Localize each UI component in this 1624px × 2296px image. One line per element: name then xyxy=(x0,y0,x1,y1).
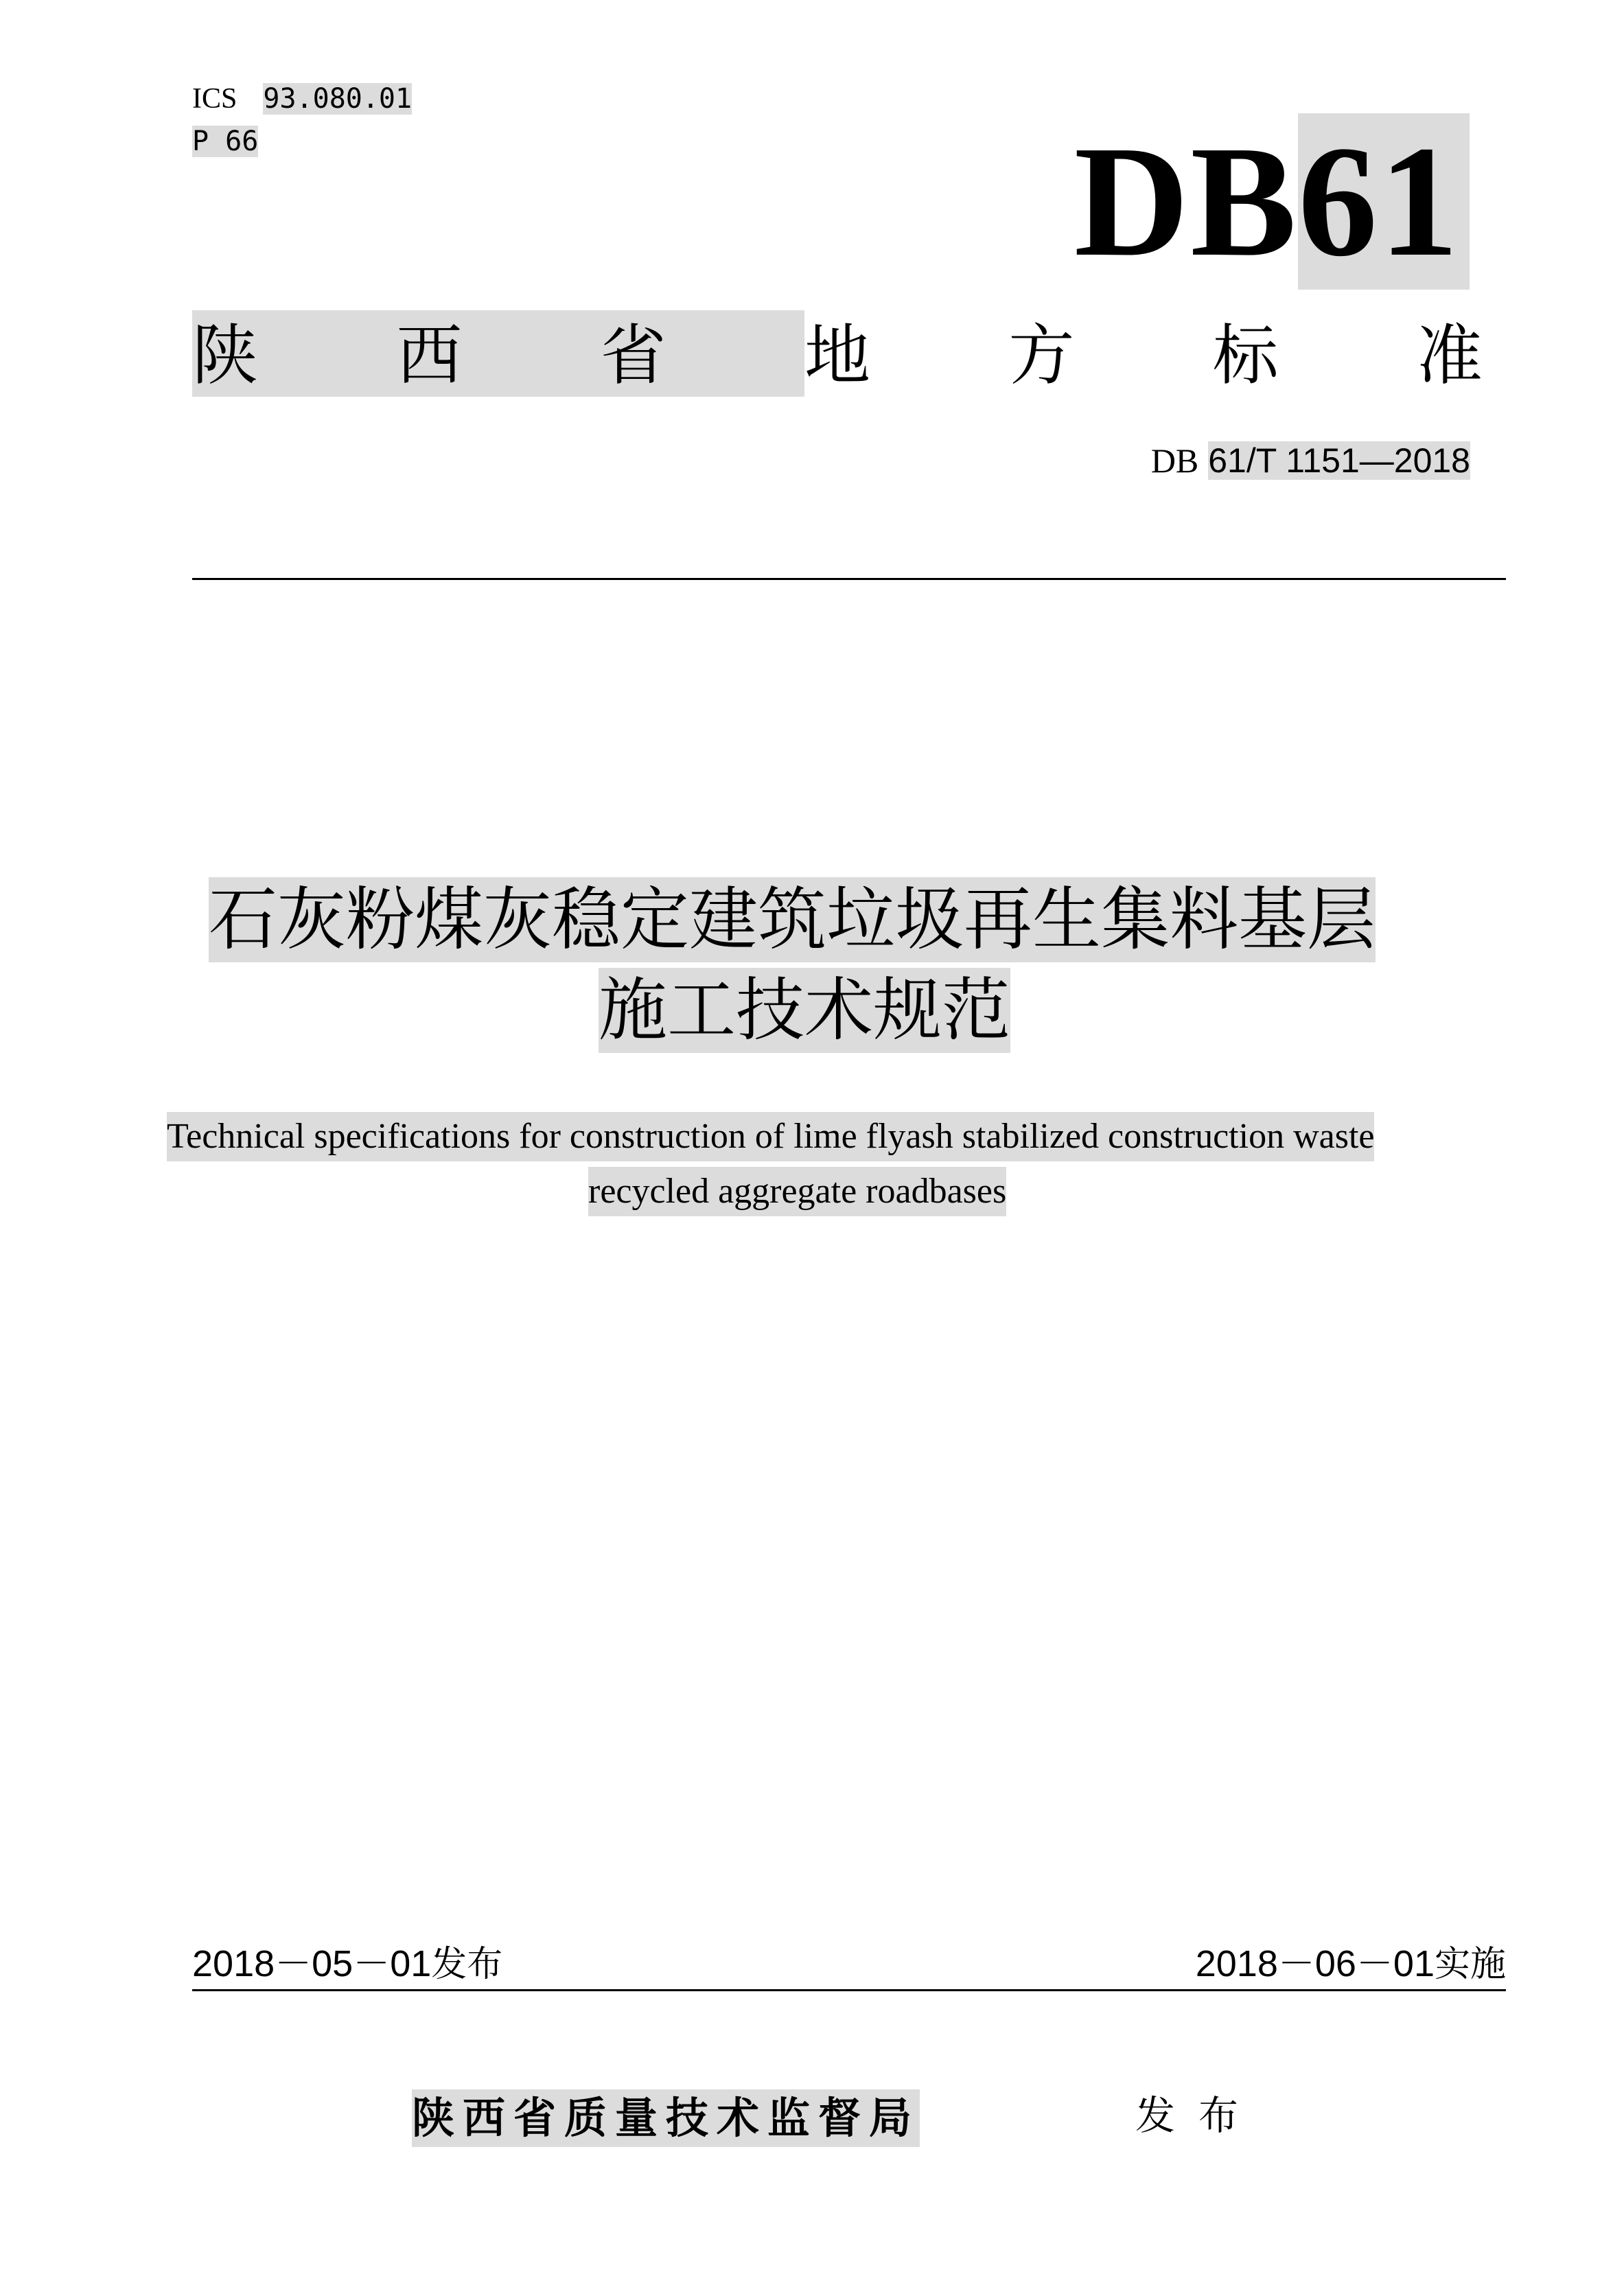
standard-number-code: 61/T 1151—2018 xyxy=(1208,441,1470,480)
bottom-divider xyxy=(192,1989,1506,1991)
issue-label: 发布 xyxy=(431,1944,503,1985)
implement-date-value: 2018－06－01 xyxy=(1195,1943,1435,1984)
standard-type-char: 标 xyxy=(1212,317,1279,394)
standard-mark-number: 61 xyxy=(1298,113,1470,290)
standard-type-char: 西 xyxy=(396,317,463,394)
title-cn-line1: 石灰粉煤灰稳定建筑垃圾再生集料基层 xyxy=(209,877,1376,962)
standard-number-prefix: DB xyxy=(1150,441,1199,480)
title-en-line2: recycled aggregate roadbases xyxy=(588,1167,1006,1216)
implement-label: 实施 xyxy=(1434,1944,1506,1985)
standard-mark xyxy=(1074,113,1470,290)
issue-date xyxy=(192,1940,502,1988)
ccs-code-line xyxy=(192,122,258,161)
ics-label: ICS xyxy=(192,83,237,115)
standard-type-char: 陕 xyxy=(192,317,258,394)
issue-date-value: 2018－05－01 xyxy=(192,1943,432,1984)
standard-number xyxy=(1151,437,1470,485)
title-cn-line2: 施工技术规范 xyxy=(599,968,1010,1053)
standard-mark-prefix: DB xyxy=(1074,113,1298,290)
ccs-code: P 66 xyxy=(192,126,259,157)
standard-type-char: 方 xyxy=(1008,317,1075,394)
publisher-name: 陕西省质量技术监督局 xyxy=(412,2089,920,2147)
title-en-line1: Technical specifications for construction of lime flyash stabilized construction waste xyxy=(167,1112,1374,1161)
standard-type-char: 地 xyxy=(804,317,870,394)
standard-type-heading xyxy=(192,310,1483,401)
implement-date xyxy=(1196,1940,1506,1988)
ics-code: 93.080.01 xyxy=(263,83,413,115)
publisher-action: 发布 xyxy=(1135,2092,1262,2139)
top-divider xyxy=(192,578,1506,580)
ics-code-line xyxy=(192,80,412,118)
standard-type-char: 准 xyxy=(1416,317,1483,394)
standard-type-char: 省 xyxy=(600,317,666,394)
